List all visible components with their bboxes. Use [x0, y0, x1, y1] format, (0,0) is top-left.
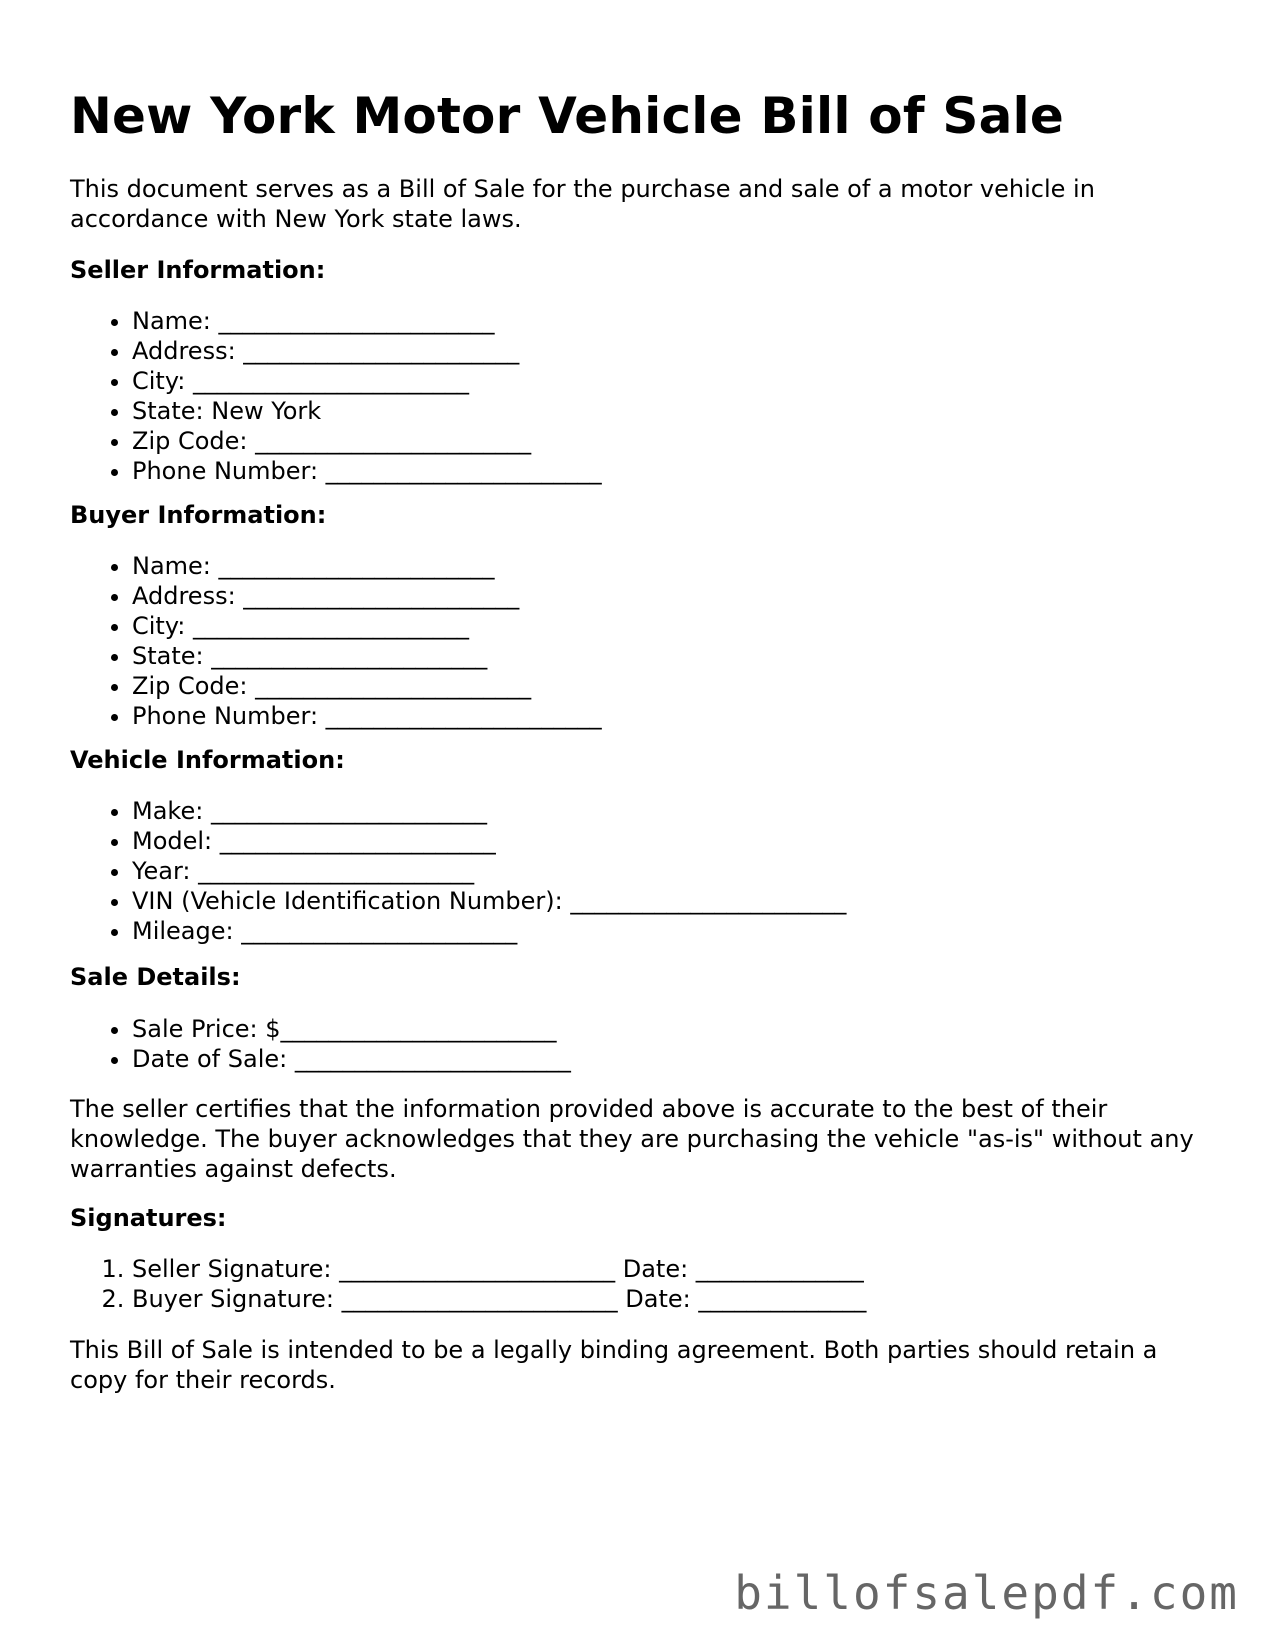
sale-price-field: • Sale Price: $_______________________	[132, 1014, 571, 1044]
closing-paragraph: This Bill of Sale is intended to be a legally binding agreement. Both parties should retain a copy for their records.	[70, 1336, 1158, 1394]
signatures-list	[70, 1254, 866, 1314]
signatures-heading: Signatures:	[70, 1204, 227, 1232]
seller-signature-line: 1. Seller Signature: _______________________ Date: ______________	[132, 1254, 866, 1284]
buyer-state-field: • State: _______________________	[132, 641, 602, 671]
seller-list	[70, 306, 602, 486]
buyer-heading: Buyer Information:	[70, 501, 327, 529]
buyer-name-field: • Name: _______________________	[132, 551, 602, 581]
buyer-phone-field: • Phone Number: _______________________	[132, 701, 602, 731]
seller-phone-field: • Phone Number: _______________________	[132, 456, 602, 486]
document-title: New York Motor Vehicle Bill of Sale	[70, 87, 1065, 145]
sale-heading: Sale Details:	[70, 963, 241, 991]
sale-date-field: • Date of Sale: _______________________	[132, 1044, 571, 1074]
vehicle-year-field: • Year: _______________________	[132, 856, 846, 886]
buyer-list	[70, 551, 602, 731]
buyer-zip-field: • Zip Code: _______________________	[132, 671, 602, 701]
watermark-logo: billofsalepdf.com	[734, 1566, 1239, 1620]
certification-paragraph: The seller certifies that the information provided above is accurate to the best of their knowledge. The buyer acknowledges that they are purchasing the vehicle "as-is" without any warranties against defects.	[70, 1095, 1194, 1183]
buyer-city-field: • City: _______________________	[132, 611, 602, 641]
buyer-address-field: • Address: _______________________	[132, 581, 602, 611]
buyer-signature-line: 2. Buyer Signature: _______________________ Date: ______________	[132, 1284, 866, 1314]
seller-address-field: • Address: _______________________	[132, 336, 602, 366]
vehicle-model-field: • Model: _______________________	[132, 826, 846, 856]
sale-list	[70, 1014, 571, 1074]
seller-city-field: • City: _______________________	[132, 366, 602, 396]
seller-name-field: • Name: _______________________	[132, 306, 602, 336]
vehicle-heading: Vehicle Information:	[70, 746, 345, 774]
seller-heading: Seller Information:	[70, 256, 326, 284]
vehicle-vin-field: • VIN (Vehicle Identification Number): _______________________	[132, 886, 846, 916]
seller-state-field: • State: New York	[132, 396, 602, 426]
vehicle-mileage-field: • Mileage: _______________________	[132, 916, 846, 946]
vehicle-list	[70, 796, 846, 946]
intro-paragraph: This document serves as a Bill of Sale for the purchase and sale of a motor vehicle in accordance with New York state laws.	[70, 175, 1095, 233]
vehicle-make-field: • Make: _______________________	[132, 796, 846, 826]
seller-zip-field: • Zip Code: _______________________	[132, 426, 602, 456]
